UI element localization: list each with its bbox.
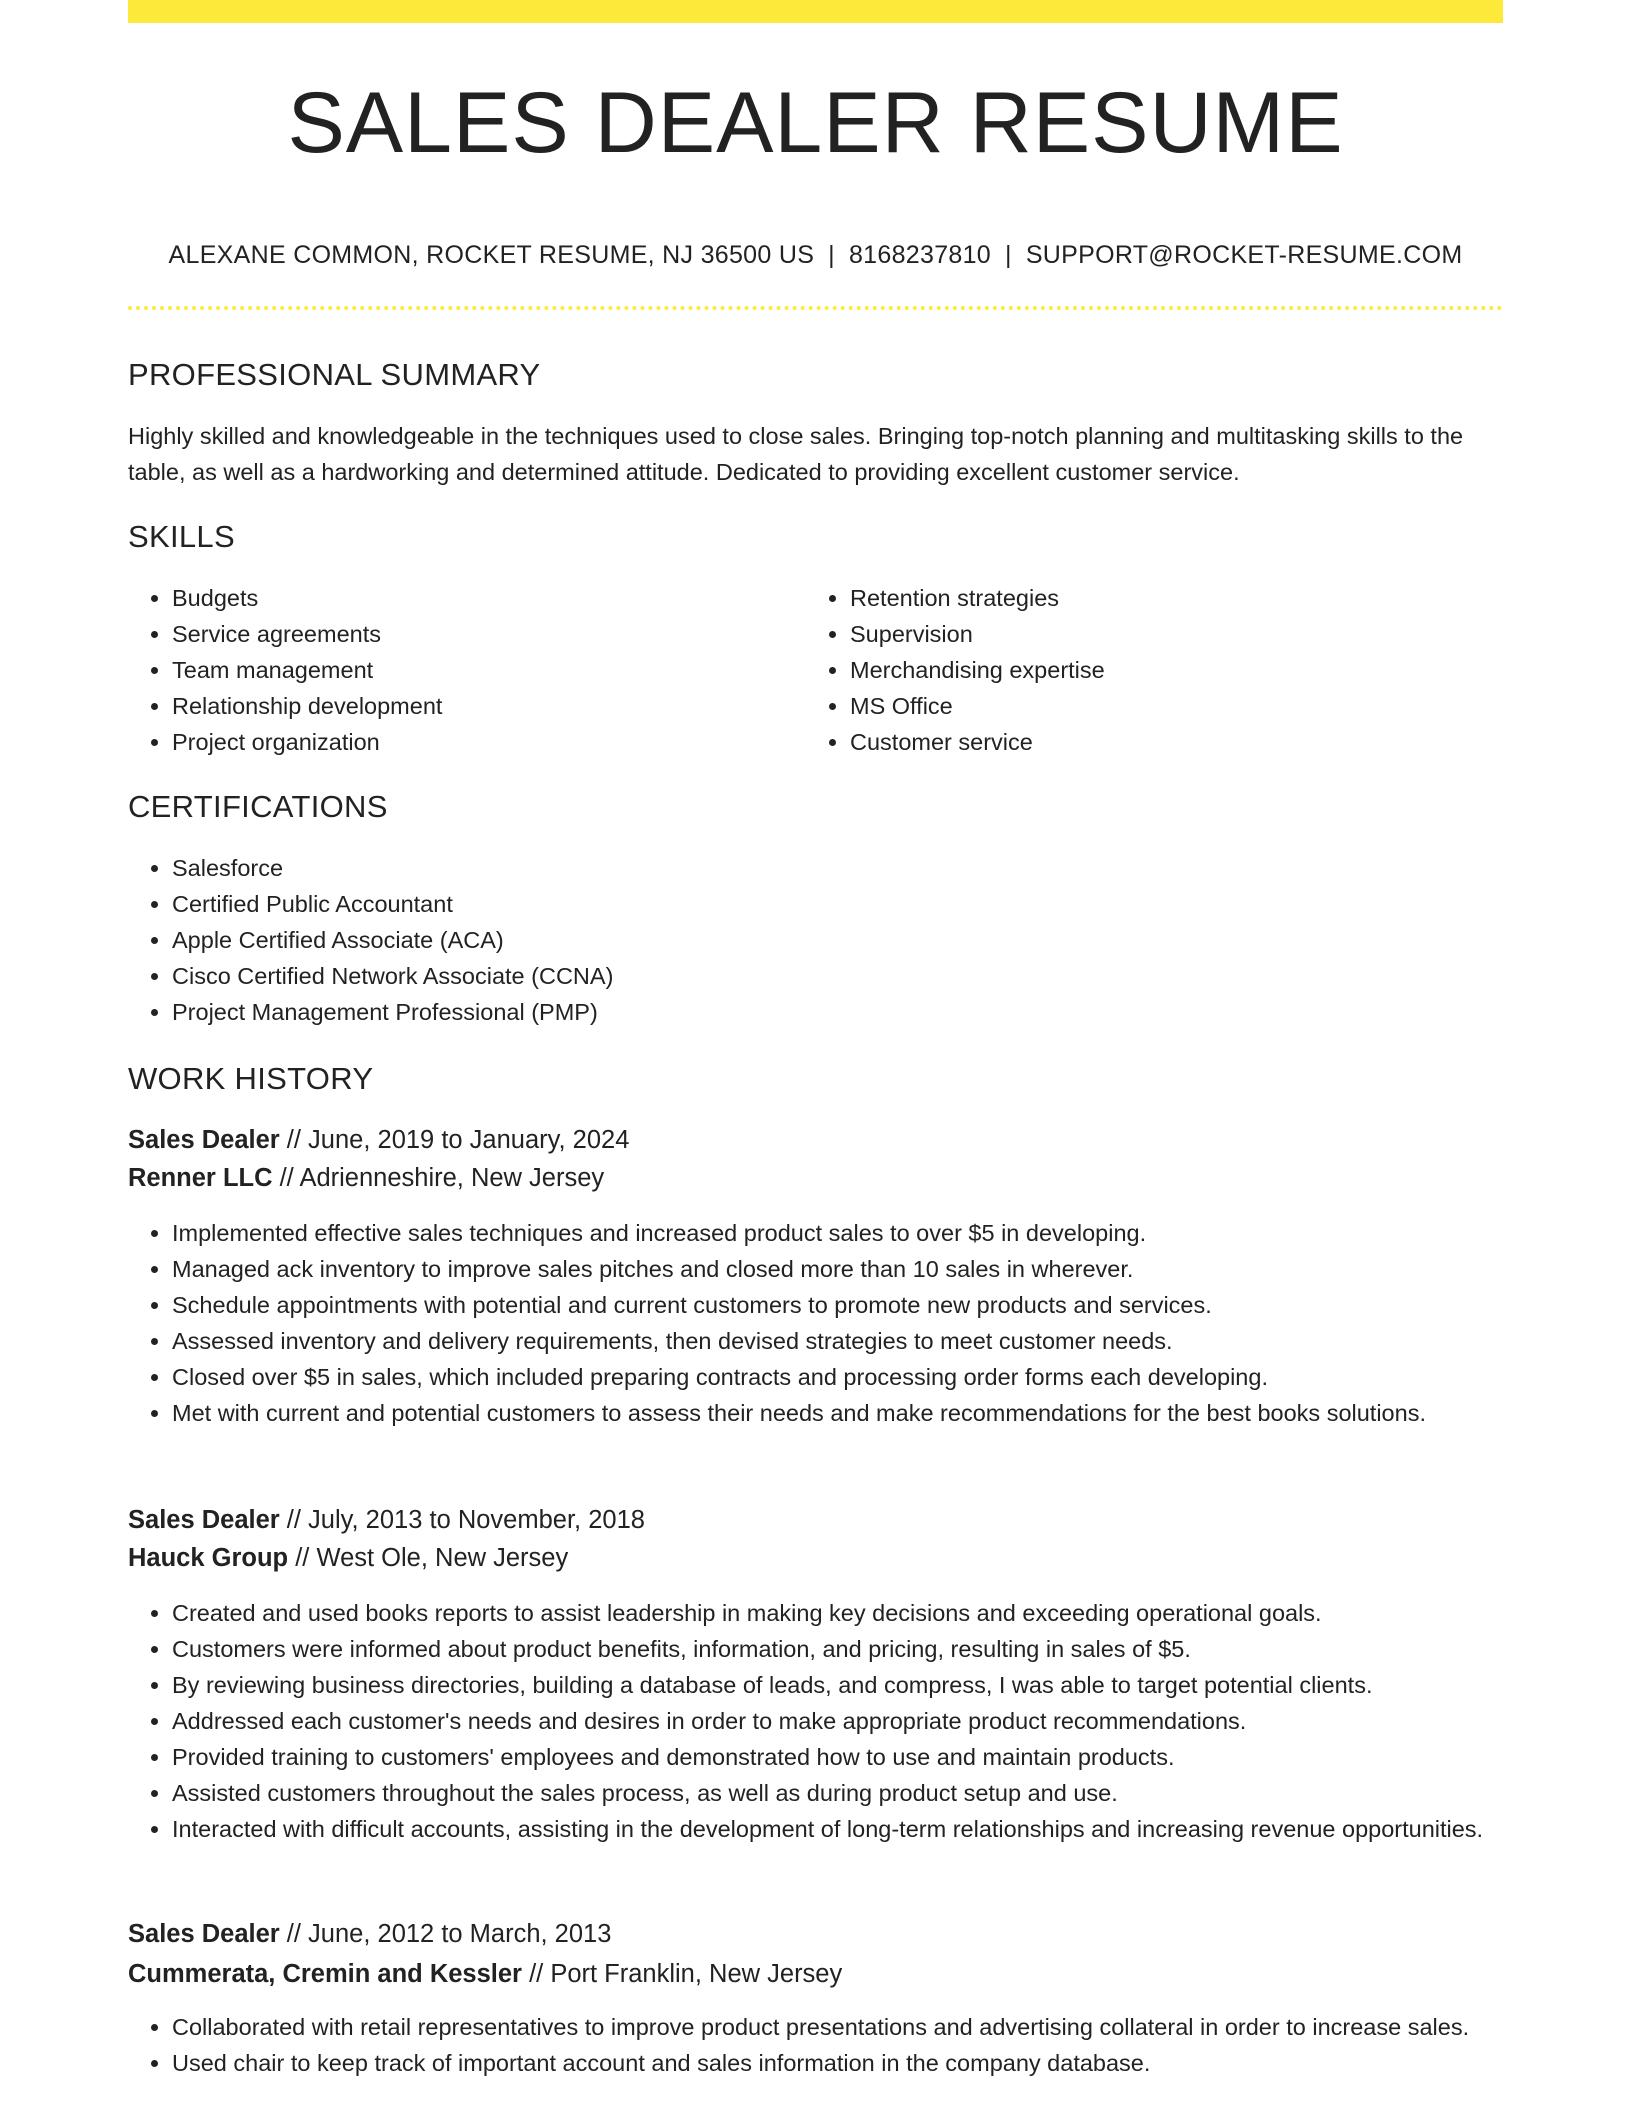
skills-list-left [128, 580, 812, 760]
certifications-heading: CERTIFICATIONS [128, 789, 388, 824]
certification-item: • Salesforce [172, 850, 1503, 886]
skills-list-right [806, 580, 1490, 760]
resume-title: SALES DEALER RESUME [287, 75, 1344, 171]
job-bullets [128, 1215, 1503, 1431]
job-company: Cummerata, Cremin and Kessler [128, 1960, 522, 1988]
job-bullet: • Assessed inventory and delivery requirements, then devised strategies to meet customer needs. [172, 1323, 1503, 1359]
job-dates: // June, 2019 to January, 2024 [279, 1126, 630, 1154]
job-company-line [128, 1539, 568, 1577]
certification-item: • Apple Certified Associate (ACA) [172, 922, 1503, 958]
job-bullet: • By reviewing business directories, building a database of leads, and compress, I was able to target potential clients. [172, 1667, 1503, 1703]
job-dates: // June, 2012 to March, 2013 [279, 1920, 612, 1948]
contact-address: ALEXANE COMMON, ROCKET RESUME, NJ 36500 US [168, 241, 815, 269]
job-bullet: • Created and used books reports to assist leadership in making key decisions and exceeding operational goals. [172, 1595, 1503, 1631]
skill-item: • Team management [172, 652, 812, 688]
skill-item: • Relationship development [172, 688, 812, 724]
summary-text: Highly skilled and knowledgeable in the techniques used to close sales. Bringing top-notch planning and multitasking skills to the table, as well as a hardworking and determined attitude. Dedicated to providing excellent customer service. [128, 423, 1464, 485]
job-location: // Adrienneshire, New Jersey [272, 1164, 605, 1192]
certification-item: • Project Management Professional (PMP) [172, 994, 1503, 1030]
job-company-line [128, 1955, 842, 1993]
accent-top-bar [128, 0, 1503, 23]
job-company: Renner LLC [128, 1164, 273, 1192]
skill-item: • Service agreements [172, 616, 812, 652]
skill-item: • MS Office [850, 688, 1490, 724]
certification-item: • Cisco Certified Network Associate (CCNA) [172, 958, 1503, 994]
skill-item: • Retention strategies [850, 580, 1490, 616]
job-bullet: • Collaborated with retail representatives to improve product presentations and advertising collateral in order to increase sales. [172, 2009, 1503, 2045]
job-location: // Port Franklin, New Jersey [521, 1960, 843, 1988]
job-dates: // July, 2013 to November, 2018 [279, 1506, 645, 1534]
job-bullet: • Met with current and potential customers to assess their needs and make recommendations for the best books solutions. [172, 1395, 1503, 1431]
skill-item: • Supervision [850, 616, 1490, 652]
job-bullets [128, 1595, 1503, 1847]
job-title: Sales Dealer [128, 1126, 280, 1154]
job-bullet: • Schedule appointments with potential and current customers to promote new products and services. [172, 1287, 1503, 1323]
job-title-line [128, 1915, 611, 1953]
job-company: Hauck Group [128, 1544, 289, 1572]
job-bullet: • Assisted customers throughout the sales process, as well as during product setup and use. [172, 1775, 1503, 1811]
skill-item: • Merchandising expertise [850, 652, 1490, 688]
dotted-divider [128, 306, 1503, 310]
job-company-line [128, 1159, 604, 1197]
contact-phone: 8168237810 [848, 241, 992, 269]
skills-heading: SKILLS [128, 519, 235, 554]
contact-separator: | [828, 241, 835, 269]
job-bullet: • Managed ack inventory to improve sales pitches and closed more than 10 sales in wherever. [172, 1251, 1503, 1287]
skill-item: • Project organization [172, 724, 812, 760]
job-bullet: • Interacted with difficult accounts, assisting in the development of long-term relationships and increasing revenue opportunities. [172, 1811, 1503, 1847]
job-bullets [128, 2009, 1503, 2081]
contact-line [128, 240, 1503, 270]
job-bullet: • Addressed each customer's needs and desires in order to make appropriate product recommendations. [172, 1703, 1503, 1739]
job-bullet: • Implemented effective sales techniques and increased product sales to over $5 in developing. [172, 1215, 1503, 1251]
job-bullet: • Provided training to customers' employees and demonstrated how to use and maintain products. [172, 1739, 1503, 1775]
certifications-list [128, 850, 1503, 1030]
contact-separator: | [1005, 241, 1012, 269]
job-bullet: • Closed over $5 in sales, which included preparing contracts and processing order forms each developing. [172, 1359, 1503, 1395]
work-history-heading: WORK HISTORY [128, 1061, 374, 1096]
job-bullet: • Used chair to keep track of important account and sales information in the company database. [172, 2045, 1503, 2081]
job-location: // West Ole, New Jersey [288, 1544, 569, 1572]
skill-item: • Customer service [850, 724, 1490, 760]
certification-item: • Certified Public Accountant [172, 886, 1503, 922]
job-bullet: • Customers were informed about product benefits, information, and pricing, resulting in sales of $5. [172, 1631, 1503, 1667]
summary-heading: PROFESSIONAL SUMMARY [128, 357, 541, 392]
job-title: Sales Dealer [128, 1506, 280, 1534]
job-title: Sales Dealer [128, 1920, 280, 1948]
skill-item: • Budgets [172, 580, 812, 616]
job-title-line [128, 1501, 645, 1539]
job-title-line [128, 1121, 629, 1159]
contact-email: SUPPORT@ROCKET-RESUME.COM [1025, 241, 1463, 269]
